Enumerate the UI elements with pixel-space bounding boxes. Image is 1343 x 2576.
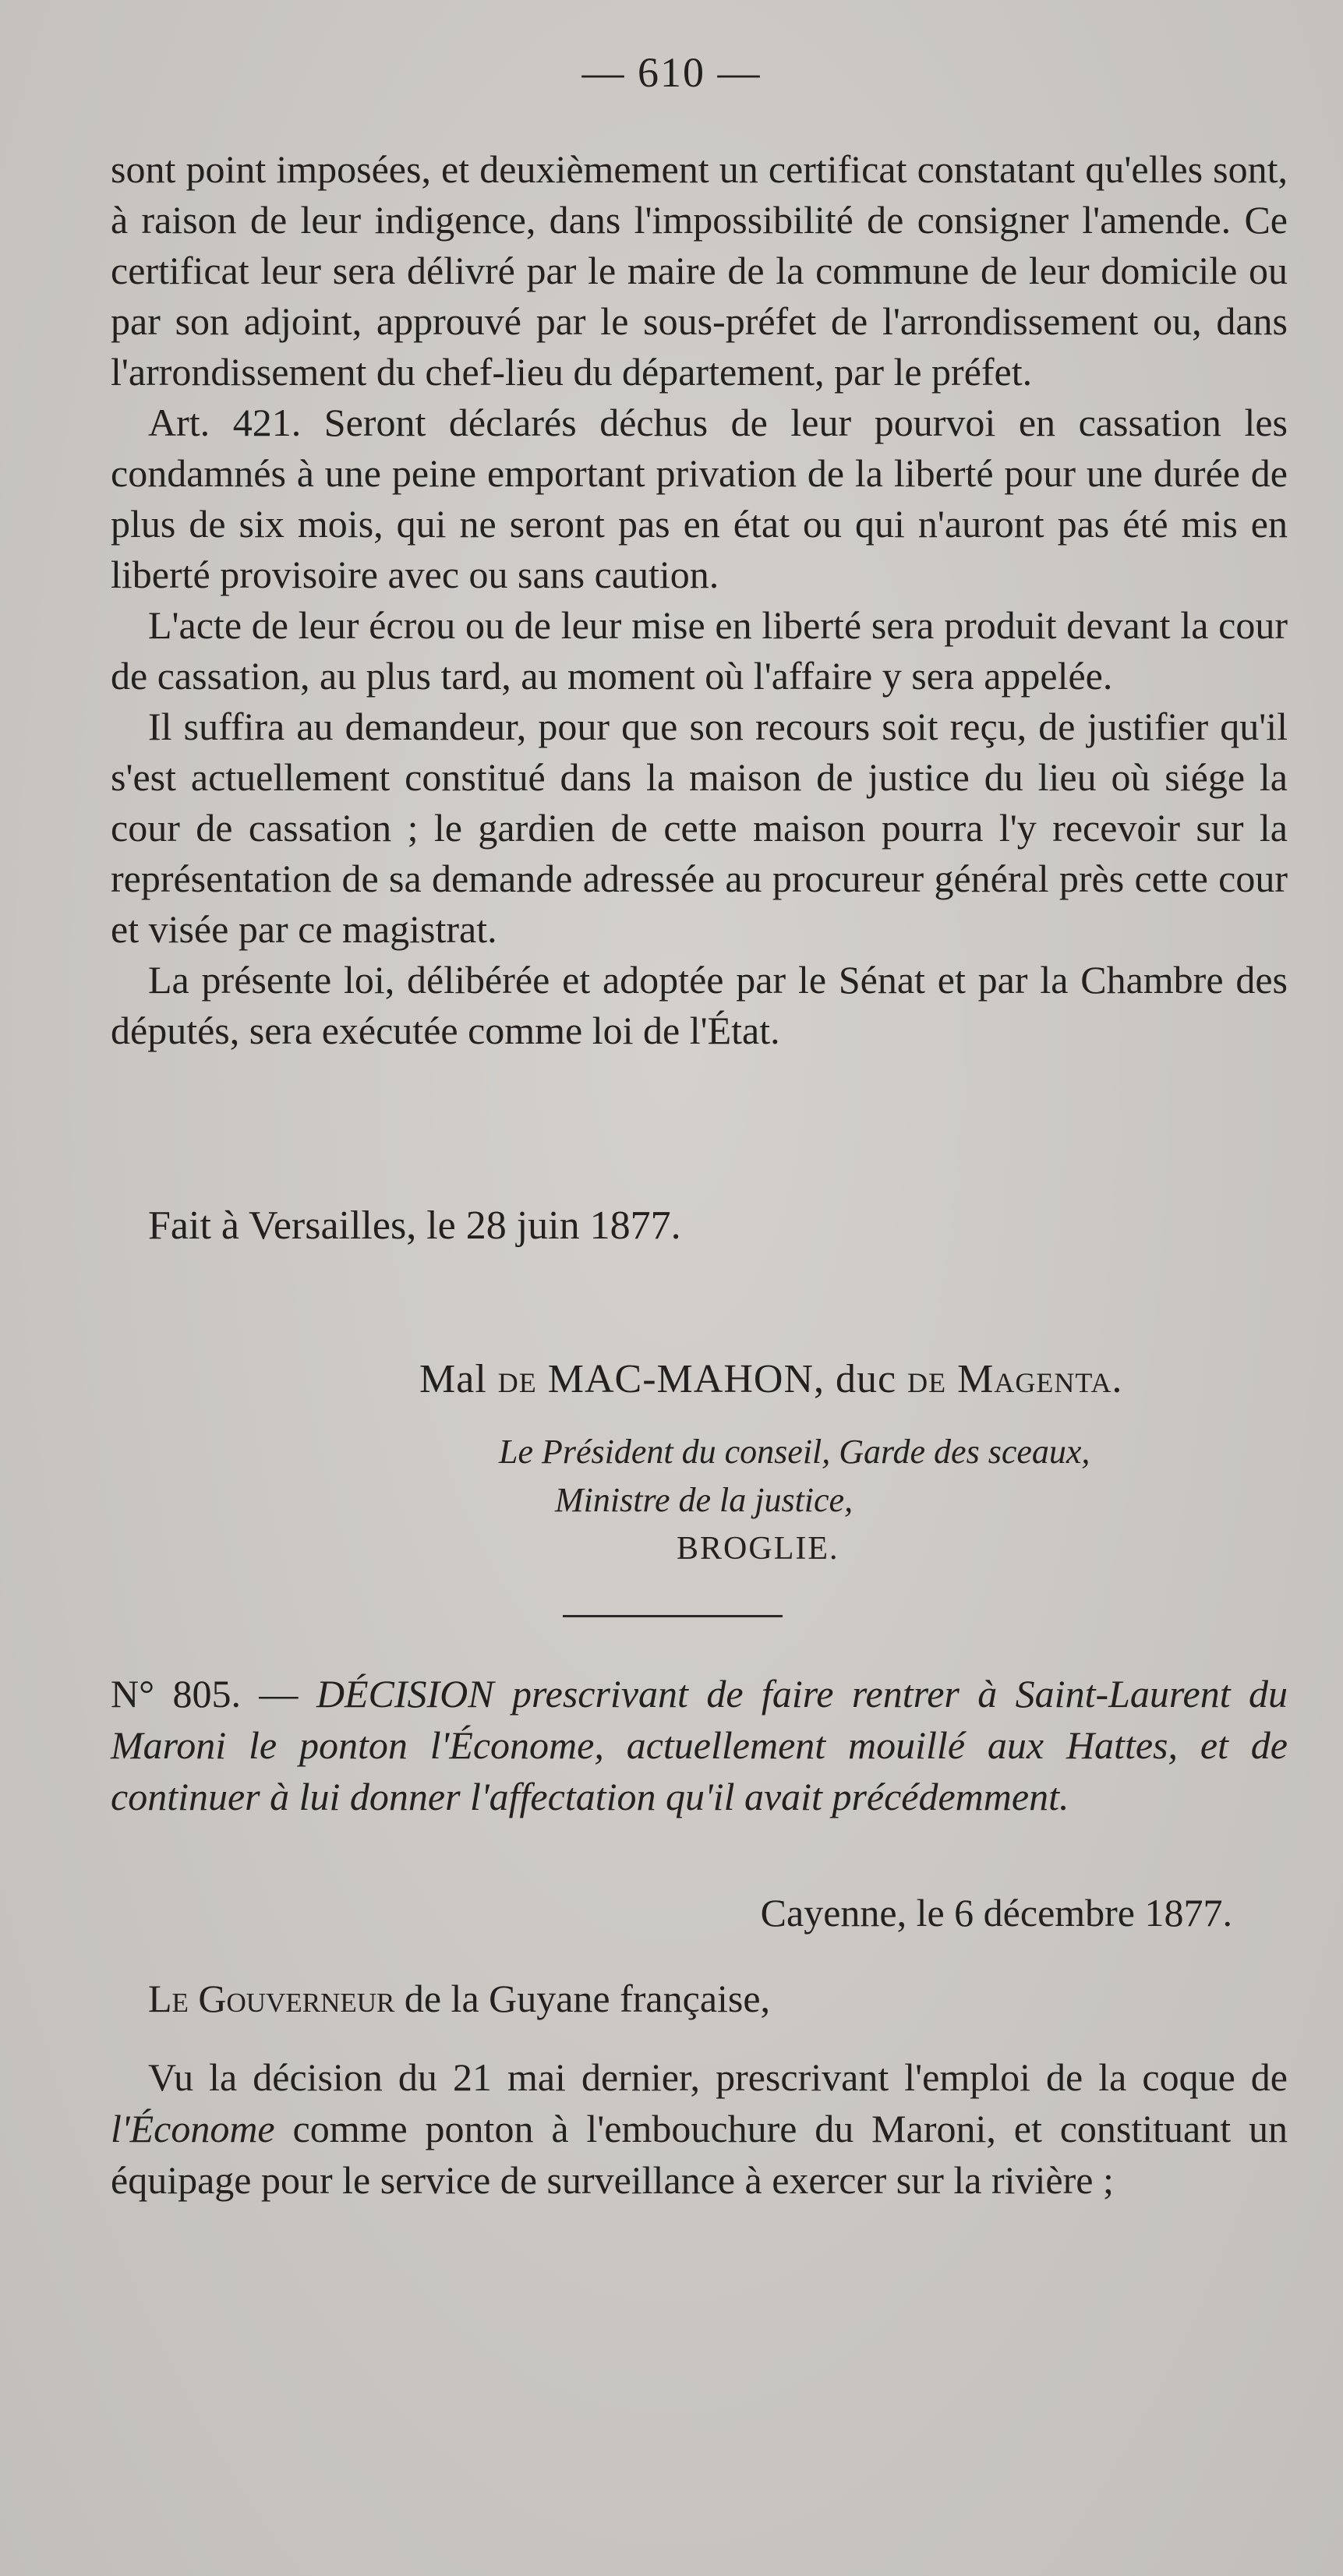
governor-le: Le: [148, 1977, 189, 2020]
governor-rest: de la Guyane française,: [404, 1977, 771, 2020]
decision-number: N° 805. —: [111, 1672, 299, 1716]
law-text: [111, 144, 1288, 1056]
vu-end: comme ponton à l'embouchure du Maroni, et constituant un équipage pour le service de surveillance à exercer sur la rivière ;: [111, 2107, 1288, 2202]
particle-de-2: de: [907, 1357, 947, 1401]
governor-word: Gouverneur: [198, 1977, 395, 2020]
section-divider: [563, 1615, 783, 1617]
ship-name: l'Économe: [111, 2107, 275, 2150]
governor-line: [148, 1974, 770, 2023]
duc-word: duc: [836, 1357, 897, 1401]
countersign-line-1: Le Président du conseil, Garde des sceaux,: [499, 1433, 1090, 1471]
decision-title: DÉCISION prescrivant de faire rentrer à Saint-Laurent du Maroni le ponton l'Économe, actuellement mouillé aux Hattes, et de continuer à lui donner l'affectation qu'il avait précédemment.: [111, 1672, 1288, 1818]
vu-start: Vu la décision du 21 mai dernier, prescrivant l'emploi de la coque de: [148, 2055, 1288, 2099]
signing-date: Fait à Versailles, le 28 juin 1877.: [148, 1203, 681, 1248]
page-number: — 610 —: [581, 49, 762, 96]
minister-name: BROGLIE.: [677, 1531, 839, 1567]
president-signature: [419, 1355, 1122, 1405]
paragraph-article-421: Art. 421. Seront déclarés déchus de leur pourvoi en cassation les condamnés à une peine emportant privation de la liberté pour une durée de plus de six mois, qui ne seront pas en état ou qui n'auront pas été mis en liberté provisoire avec ou sans caution.: [111, 401, 1288, 596]
countersign-line-2: Ministre de la justice,: [555, 1481, 854, 1519]
marshal-abbrev: Mal: [419, 1357, 487, 1401]
signatory-name: MAC-MAHON,: [547, 1357, 825, 1401]
decision-place-date: Cayenne, le 6 décembre 1877.: [760, 1891, 1232, 1935]
countersignature: [499, 1428, 1294, 1573]
paragraph-continuation: sont point imposées, et deuxièmement un certificat constatant qu'elles sont, à raison de leur indigence, dans l'impossibilité de consigner l'amende. Ce certificat leur sera délivré par le maire de la commune de leur domicile ou par son adjoint, approuvé par le sous-préfet de l'arrondissement ou, dans l'arrondissement du chef-lieu du département, par le préfet.: [111, 147, 1288, 394]
duchy-title: Magenta.: [957, 1357, 1123, 1401]
paragraph-presente-loi: La présente loi, délibérée et adoptée par le Sénat et par la Chambre des députés, sera exécutée comme loi de l'État.: [111, 958, 1288, 1052]
paragraph-ecrou: L'acte de leur écrou ou de leur mise en liberté sera produit devant la cour de cassation, au plus tard, au moment où l'affaire y sera appelée.: [111, 603, 1288, 698]
particle-de: de: [497, 1357, 537, 1401]
vu-paragraph: [111, 2051, 1288, 2206]
paragraph-demandeur: Il suffira au demandeur, pour que son recours soit reçu, de justifier qu'il s'est actuellement constitué dans la maison de justice du lieu où siége la cour de cassation ; le gardien de cette maison pourra l'y recevoir sur la représentation de sa demande adressée au procureur général près cette cour et visée par ce magistrat.: [111, 705, 1288, 951]
decision-heading: [111, 1668, 1288, 1822]
